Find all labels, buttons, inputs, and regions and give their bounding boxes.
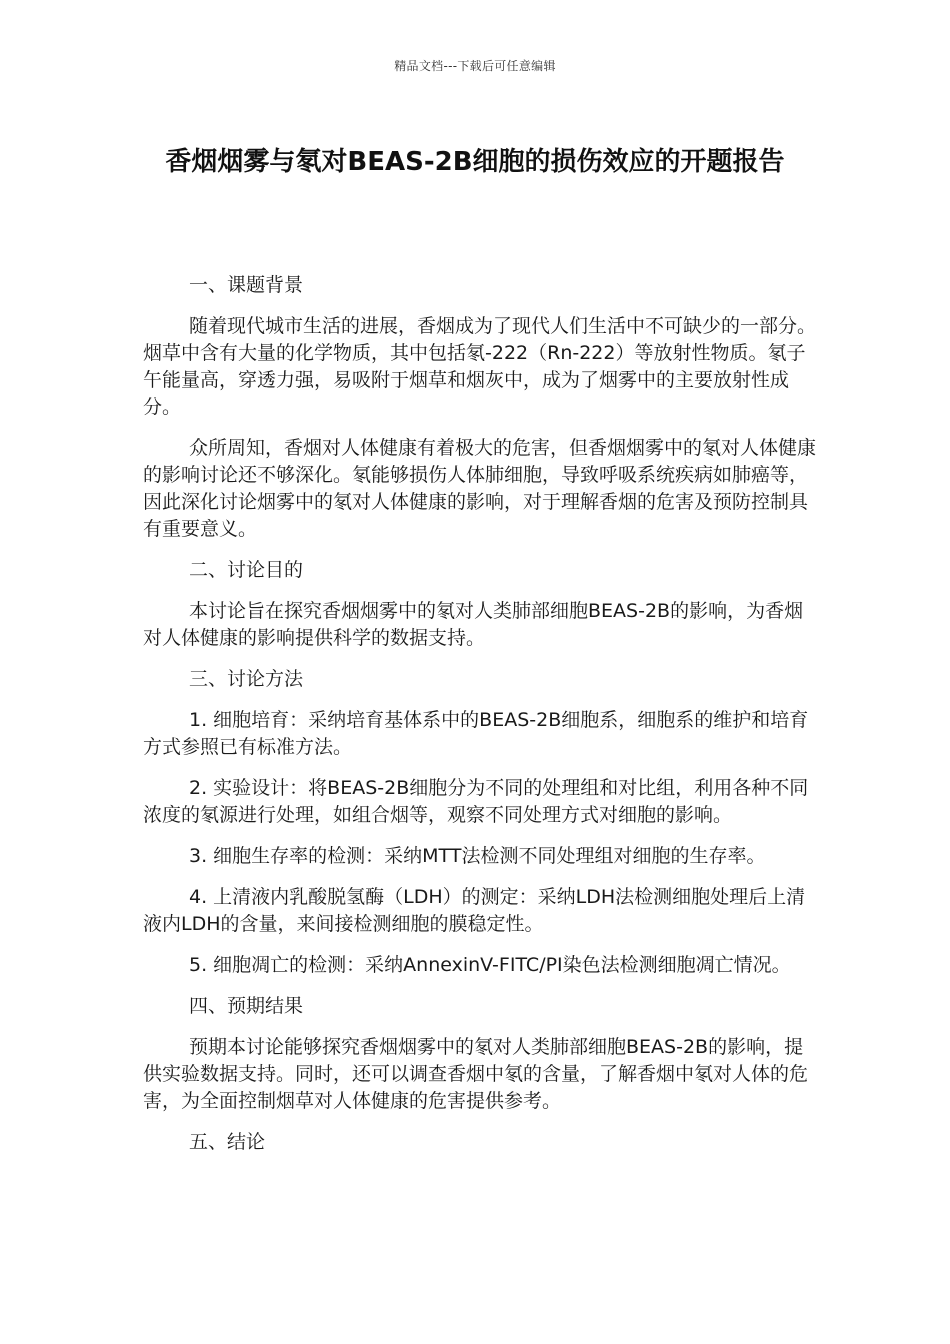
paragraph-background-2: 众所周知，香烟对人体健康有着极大的危害，但香烟烟雾中的氡对人体健康的影响讨论还不够深化。氡能够损伤人体肺细胞，导致呼吸系统疾病如肺癌等，因此深化讨论烟雾中的氡对人体健康的影响，对于理解香烟的危害及预防控制具有重要意义。: [143, 437, 817, 540]
section-heading-methods: 三、讨论方法: [189, 668, 304, 690]
method-item-4: 4. 上清液内乳酸脱氢酶（LDH）的测定：采纳LDH法检测细胞处理后上清液内LDH的含量，来间接检测细胞的膜稳定性。: [143, 886, 806, 935]
section-heading-purpose: 二、讨论目的: [189, 559, 304, 581]
method-item-3: 3. 细胞生存率的检测：采纳MTT法检测不同处理组对细胞的生存率。: [189, 845, 766, 867]
method-item-5: 5. 细胞凋亡的检测：采纳AnnexinV-FITC/PI染色法检测细胞凋亡情况。: [189, 954, 791, 976]
section-heading-conclusion: 五、结论: [189, 1131, 266, 1153]
paragraph-results-1: 预期本讨论能够探究香烟烟雾中的氡对人类肺部细胞BEAS-2B的影响，提供实验数据支持。同时，还可以调查香烟中氡的含量，了解香烟中氡对人体的危害，为全面控制烟草对人体健康的危害提供参考。: [143, 1036, 809, 1112]
header-note: 精品文档---下载后可任意编辑: [394, 59, 556, 73]
document-title: 香烟烟雾与氡对BEAS-2B细胞的损伤效应的开题报告: [165, 147, 785, 177]
paragraph-purpose-1: 本讨论旨在探究香烟烟雾中的氡对人类肺部细胞BEAS-2B的影响，为香烟对人体健康的影响提供科学的数据支持。: [143, 600, 804, 649]
section-heading-results: 四、预期结果: [189, 995, 304, 1017]
document-body: [143, 272, 818, 1170]
method-item-1: 1. 细胞培育：采纳培育基体系中的BEAS-2B细胞系，细胞系的维护和培育方式参照已有标准方法。: [143, 709, 809, 758]
method-item-2: 2. 实验设计：将BEAS-2B细胞分为不同的处理组和对比组，利用各种不同浓度的氡源进行处理，如组合烟等，观察不同处理方式对细胞的影响。: [143, 777, 809, 826]
section-heading-background: 一、课题背景: [189, 274, 304, 296]
paragraph-background-1: 随着现代城市生活的进展，香烟成为了现代人们生活中不可缺少的一部分。烟草中含有大量的化学物质，其中包括氡-222（Rn-222）等放射性物质。氡子午能量高，穿透力强，易吸附于烟草和烟灰中，成为了烟雾中的主要放射性成分。: [143, 315, 817, 418]
